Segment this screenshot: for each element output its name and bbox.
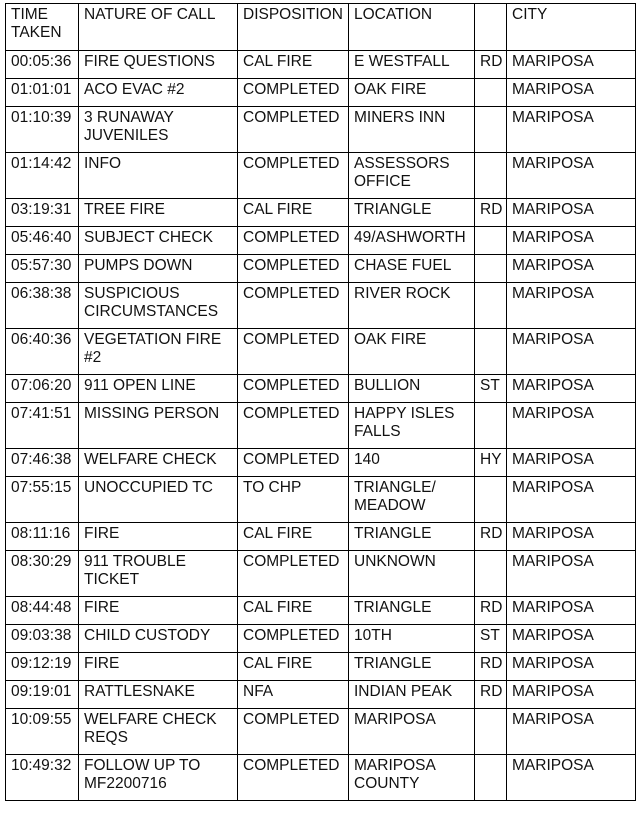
- disposition-cell: COMPLETED: [238, 107, 349, 153]
- disposition-cell: COMPLETED: [238, 551, 349, 597]
- time-cell: 08:44:48: [6, 597, 79, 625]
- nature-cell: FIRE QUESTIONS: [79, 51, 238, 79]
- location-cell: OAK FIRE: [349, 329, 475, 375]
- city-cell: MARIPOSA: [507, 477, 636, 523]
- nature-cell: MISSING PERSON: [79, 403, 238, 449]
- nature-cell: ACO EVAC #2: [79, 79, 238, 107]
- city-cell: MARIPOSA: [507, 709, 636, 755]
- disposition-cell: COMPLETED: [238, 283, 349, 329]
- nature-cell: RATTLESNAKE: [79, 681, 238, 709]
- nature-cell: UNOCCUPIED TC: [79, 477, 238, 523]
- street-suffix-cell: [475, 477, 507, 523]
- disposition-cell: CAL FIRE: [238, 597, 349, 625]
- street-suffix-cell: RD: [475, 681, 507, 709]
- street-suffix-cell: [475, 755, 507, 801]
- table-row: [6, 523, 636, 551]
- table-row: [6, 597, 636, 625]
- street-suffix-cell: [475, 79, 507, 107]
- disposition-cell: COMPLETED: [238, 709, 349, 755]
- location-cell: HAPPY ISLES FALLS: [349, 403, 475, 449]
- disposition-cell: COMPLETED: [238, 375, 349, 403]
- street-suffix-cell: RD: [475, 597, 507, 625]
- table-row: [6, 107, 636, 153]
- street-suffix-cell: [475, 255, 507, 283]
- nature-cell: INFO: [79, 153, 238, 199]
- city-cell: MARIPOSA: [507, 755, 636, 801]
- time-cell: 06:38:38: [6, 283, 79, 329]
- nature-cell: TREE FIRE: [79, 199, 238, 227]
- time-cell: 03:19:31: [6, 199, 79, 227]
- time-cell: 09:03:38: [6, 625, 79, 653]
- street-suffix-cell: ST: [475, 375, 507, 403]
- nature-cell: FIRE: [79, 523, 238, 551]
- nature-cell: 3 RUNAWAY JUVENILES: [79, 107, 238, 153]
- table-row: [6, 449, 636, 477]
- disposition-cell: NFA: [238, 681, 349, 709]
- street-suffix-cell: [475, 403, 507, 449]
- street-suffix-cell: RD: [475, 199, 507, 227]
- disposition-cell: COMPLETED: [238, 329, 349, 375]
- nature-cell: FIRE: [79, 597, 238, 625]
- nature-cell: SUBJECT CHECK: [79, 227, 238, 255]
- nature-cell: VEGETATION FIRE #2: [79, 329, 238, 375]
- location-cell: MINERS INN: [349, 107, 475, 153]
- nature-cell: 911 OPEN LINE: [79, 375, 238, 403]
- disposition-cell: COMPLETED: [238, 449, 349, 477]
- street-suffix-cell: [475, 551, 507, 597]
- disposition-cell: TO CHP: [238, 477, 349, 523]
- city-cell: MARIPOSA: [507, 329, 636, 375]
- city-cell: MARIPOSA: [507, 51, 636, 79]
- city-cell: MARIPOSA: [507, 653, 636, 681]
- table-row: [6, 755, 636, 801]
- city-cell: MARIPOSA: [507, 283, 636, 329]
- city-cell: MARIPOSA: [507, 449, 636, 477]
- time-cell: 07:55:15: [6, 477, 79, 523]
- nature-cell: CHILD CUSTODY: [79, 625, 238, 653]
- street-suffix-cell: [475, 329, 507, 375]
- nature-cell: FIRE: [79, 653, 238, 681]
- disposition-cell: CAL FIRE: [238, 523, 349, 551]
- location-cell: MARIPOSA: [349, 709, 475, 755]
- time-cell: 09:19:01: [6, 681, 79, 709]
- street-suffix-cell: [475, 227, 507, 255]
- disposition-cell: COMPLETED: [238, 227, 349, 255]
- time-cell: 10:49:32: [6, 755, 79, 801]
- city-cell: MARIPOSA: [507, 681, 636, 709]
- time-cell: 07:46:38: [6, 449, 79, 477]
- street-suffix-cell: RD: [475, 51, 507, 79]
- table-row: [6, 403, 636, 449]
- table-row: [6, 255, 636, 283]
- header-nature-of-call: NATURE OF CALL: [79, 4, 238, 51]
- time-cell: 01:14:42: [6, 153, 79, 199]
- nature-cell: PUMPS DOWN: [79, 255, 238, 283]
- disposition-cell: CAL FIRE: [238, 199, 349, 227]
- time-cell: 10:09:55: [6, 709, 79, 755]
- city-cell: MARIPOSA: [507, 551, 636, 597]
- street-suffix-cell: HY: [475, 449, 507, 477]
- street-suffix-cell: [475, 283, 507, 329]
- time-cell: 06:40:36: [6, 329, 79, 375]
- location-cell: E WESTFALL: [349, 51, 475, 79]
- header-time-taken: TIME TAKEN: [6, 4, 79, 51]
- location-cell: 49/ASHWORTH: [349, 227, 475, 255]
- table-row: [6, 477, 636, 523]
- city-cell: MARIPOSA: [507, 199, 636, 227]
- disposition-cell: COMPLETED: [238, 255, 349, 283]
- location-cell: ASSESSORS OFFICE: [349, 153, 475, 199]
- city-cell: MARIPOSA: [507, 79, 636, 107]
- street-suffix-cell: RD: [475, 523, 507, 551]
- city-cell: MARIPOSA: [507, 153, 636, 199]
- time-cell: 08:30:29: [6, 551, 79, 597]
- disposition-cell: CAL FIRE: [238, 51, 349, 79]
- street-suffix-cell: [475, 153, 507, 199]
- location-cell: TRIANGLE: [349, 597, 475, 625]
- time-cell: 05:46:40: [6, 227, 79, 255]
- time-cell: 00:05:36: [6, 51, 79, 79]
- table-row: [6, 51, 636, 79]
- disposition-cell: COMPLETED: [238, 755, 349, 801]
- table-row: [6, 227, 636, 255]
- table-row: [6, 375, 636, 403]
- city-cell: MARIPOSA: [507, 107, 636, 153]
- table-row: [6, 79, 636, 107]
- city-cell: MARIPOSA: [507, 597, 636, 625]
- disposition-cell: COMPLETED: [238, 153, 349, 199]
- header-row: [6, 4, 636, 51]
- location-cell: OAK FIRE: [349, 79, 475, 107]
- city-cell: MARIPOSA: [507, 375, 636, 403]
- location-cell: TRIANGLE: [349, 199, 475, 227]
- disposition-cell: COMPLETED: [238, 79, 349, 107]
- table-row: [6, 653, 636, 681]
- header-city: CITY: [507, 4, 636, 51]
- nature-cell: SUSPICIOUS CIRCUMSTANCES: [79, 283, 238, 329]
- location-cell: TRIANGLE: [349, 523, 475, 551]
- time-cell: 01:10:39: [6, 107, 79, 153]
- time-cell: 09:12:19: [6, 653, 79, 681]
- location-cell: 10TH: [349, 625, 475, 653]
- header-location: LOCATION: [349, 4, 475, 51]
- location-cell: CHASE FUEL: [349, 255, 475, 283]
- table-row: [6, 681, 636, 709]
- nature-cell: FOLLOW UP TO MF2200716: [79, 755, 238, 801]
- time-cell: 08:11:16: [6, 523, 79, 551]
- table-row: [6, 153, 636, 199]
- table-row: [6, 283, 636, 329]
- nature-cell: WELFARE CHECK: [79, 449, 238, 477]
- location-cell: 140: [349, 449, 475, 477]
- location-cell: UNKNOWN: [349, 551, 475, 597]
- street-suffix-cell: [475, 107, 507, 153]
- table-row: [6, 709, 636, 755]
- header-disposition: DISPOSITION: [238, 4, 349, 51]
- time-cell: 07:41:51: [6, 403, 79, 449]
- disposition-cell: COMPLETED: [238, 403, 349, 449]
- call-log-table: [5, 3, 636, 801]
- location-cell: BULLION: [349, 375, 475, 403]
- table-row: [6, 551, 636, 597]
- city-cell: MARIPOSA: [507, 227, 636, 255]
- time-cell: 05:57:30: [6, 255, 79, 283]
- time-cell: 01:01:01: [6, 79, 79, 107]
- location-cell: TRIANGLE: [349, 653, 475, 681]
- table-row: [6, 199, 636, 227]
- nature-cell: 911 TROUBLE TICKET: [79, 551, 238, 597]
- location-cell: INDIAN PEAK: [349, 681, 475, 709]
- time-cell: 07:06:20: [6, 375, 79, 403]
- city-cell: MARIPOSA: [507, 403, 636, 449]
- street-suffix-cell: ST: [475, 625, 507, 653]
- street-suffix-cell: RD: [475, 653, 507, 681]
- street-suffix-cell: [475, 709, 507, 755]
- location-cell: MARIPOSA COUNTY: [349, 755, 475, 801]
- location-cell: RIVER ROCK: [349, 283, 475, 329]
- disposition-cell: COMPLETED: [238, 625, 349, 653]
- table-row: [6, 625, 636, 653]
- city-cell: MARIPOSA: [507, 255, 636, 283]
- city-cell: MARIPOSA: [507, 625, 636, 653]
- location-cell: TRIANGLE/ MEADOW: [349, 477, 475, 523]
- disposition-cell: CAL FIRE: [238, 653, 349, 681]
- nature-cell: WELFARE CHECK REQS: [79, 709, 238, 755]
- header-street-suffix: [475, 4, 507, 51]
- city-cell: MARIPOSA: [507, 523, 636, 551]
- table-row: [6, 329, 636, 375]
